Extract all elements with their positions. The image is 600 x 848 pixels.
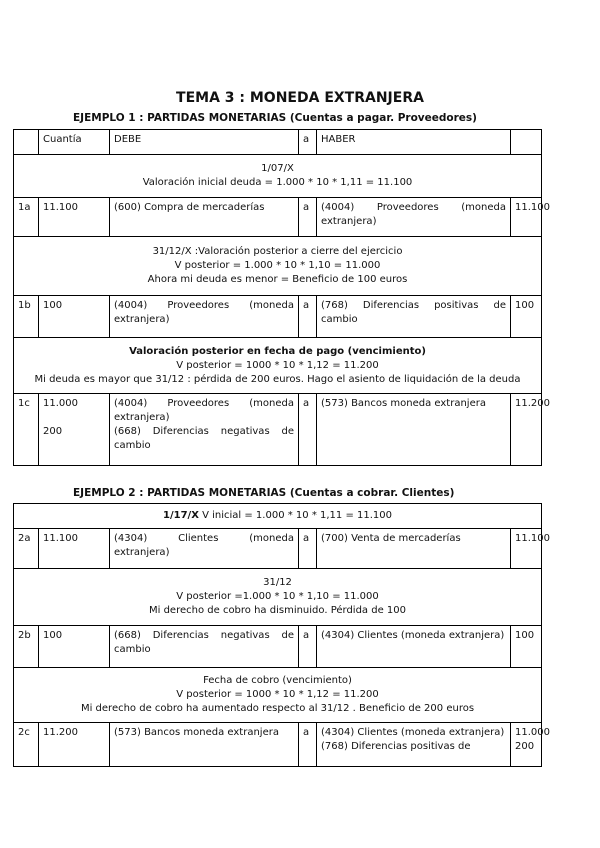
row-amount: 11.100 — [511, 529, 542, 569]
row-debe: (573) Bancos moneda extranjera — [110, 723, 299, 767]
note-line: Mi derecho de cobro ha aumentado respecto al 31/12 . Beneficio de 200 euros — [80, 703, 475, 714]
debe-line: (668) Diferencias negativas de cambio — [114, 426, 294, 451]
header-haber: HABER — [317, 130, 511, 155]
table-cell — [511, 130, 542, 155]
page-title: TEMA 3 : MONEDA EXTRANJERA — [176, 90, 424, 106]
haber-line: (768) Diferencias positivas de — [321, 741, 471, 752]
note-cell — [14, 338, 542, 394]
row-cuantia — [39, 394, 110, 466]
header-a: a — [299, 130, 317, 155]
row-a: a — [299, 723, 317, 767]
table-cell — [14, 130, 39, 155]
row-amount: 100 — [511, 626, 542, 668]
note-cell — [14, 569, 542, 626]
row-a: a — [299, 529, 317, 569]
row-haber: (768) Diferencias positivas de cambio — [317, 296, 511, 338]
note-row — [14, 504, 542, 529]
note-line: V posterior = 1000 * 10 * 1,12 = 11.200 — [176, 689, 379, 700]
row-id: 2c — [14, 723, 39, 767]
note-line: V posterior =1.000 * 10 * 1,10 = 11.000 — [176, 591, 379, 602]
row-amount: 11.100 — [511, 198, 542, 237]
row-cuantia: 11.100 — [39, 529, 110, 569]
row-debe: (4304) Clientes (moneda extranjera) — [110, 529, 299, 569]
row-haber: (700) Venta de mercaderías — [317, 529, 511, 569]
example-1-heading: EJEMPLO 1 : PARTIDAS MONETARIAS (Cuentas a pagar. Proveedores) — [73, 112, 477, 124]
row-a: a — [299, 394, 317, 466]
row-a: a — [299, 198, 317, 237]
note-cell — [14, 668, 542, 723]
row-cuantia: 11.200 — [39, 723, 110, 767]
row-debe: (668) Diferencias negativas de cambio — [110, 626, 299, 668]
cuantia-value: 200 — [43, 426, 63, 437]
row-cuantia: 100 — [39, 296, 110, 338]
note-cell — [14, 504, 542, 529]
row-debe: (600) Compra de mercaderías — [110, 198, 299, 237]
amount-value: 200 — [515, 741, 535, 752]
journal-row — [14, 394, 542, 466]
note-line: Ahora mi deuda es menor = Beneficio de 100 euros — [147, 274, 408, 285]
row-haber: (4004) Proveedores (moneda extranjera) — [317, 198, 511, 237]
example-2-heading: EJEMPLO 2 : PARTIDAS MONETARIAS (Cuentas a cobrar. Clientes) — [73, 487, 455, 499]
journal-row — [14, 296, 542, 338]
note-line: 31/12 — [263, 577, 292, 588]
row-id: 1a — [14, 198, 39, 237]
note-row — [14, 237, 542, 296]
note-line: V posterior = 1000 * 10 * 1,12 = 11.200 — [176, 359, 379, 371]
row-a: a — [299, 626, 317, 668]
note-line: Mi derecho de cobro ha disminuido. Pérdida de 100 — [149, 605, 407, 616]
row-debe: (4004) Proveedores (moneda extranjera) — [110, 296, 299, 338]
note-line: V inicial = 1.000 * 10 * 1,11 = 11.100 — [198, 510, 392, 521]
note-line: 31/12/X :Valoración posterior a cierre del ejercicio — [152, 246, 403, 257]
note-line: Fecha de cobro (vencimiento) — [203, 675, 352, 686]
haber-line: (4304) Clientes (moneda extranjera) — [321, 727, 505, 738]
example-1-table — [13, 129, 550, 466]
row-id: 2a — [14, 529, 39, 569]
row-amount — [511, 723, 550, 767]
row-amount: 11.200 — [511, 394, 542, 466]
cuantia-value: 11.000 — [43, 398, 78, 409]
row-debe — [110, 394, 299, 466]
debe-line: (4004) Proveedores (moneda extranjera) — [114, 398, 294, 423]
note-date: 1/17/X — [163, 510, 199, 521]
journal-row — [14, 723, 542, 767]
row-haber: (4304) Clientes (moneda extranjera) — [317, 626, 511, 668]
row-cuantia: 11.100 — [39, 198, 110, 237]
row-a: a — [299, 296, 317, 338]
header-cuantia: Cuantía — [39, 130, 110, 155]
journal-row — [14, 529, 542, 569]
note-row — [14, 569, 542, 626]
table-header-row — [14, 130, 542, 155]
note-line: V posterior = 1.000 * 10 * 1,10 = 11.000 — [174, 260, 381, 271]
note-line: 1/07/X — [261, 163, 294, 174]
row-id: 1c — [14, 394, 39, 466]
note-row — [14, 338, 542, 394]
journal-row — [14, 626, 542, 668]
row-id: 2b — [14, 626, 39, 668]
journal-row — [14, 198, 542, 237]
row-id: 1b — [14, 296, 39, 338]
note-row — [14, 155, 542, 198]
note-cell — [14, 155, 542, 198]
example-2-table — [13, 503, 550, 767]
note-cell — [14, 237, 542, 296]
note-line: Valoración posterior en fecha de pago (vencimiento) — [129, 345, 426, 357]
note-row — [14, 668, 542, 723]
row-cuantia: 100 — [39, 626, 110, 668]
row-haber — [317, 723, 511, 767]
amount-value: 11.000 — [515, 727, 550, 738]
row-haber: (573) Bancos moneda extranjera — [317, 394, 511, 466]
row-amount: 100 — [511, 296, 542, 338]
header-debe: DEBE — [110, 130, 299, 155]
note-line: Mi deuda es mayor que 31/12 : pérdida de 200 euros. Hago el asiento de liquidación de la deuda — [34, 373, 521, 385]
note-line: Valoración inicial deuda = 1.000 * 10 * 1,11 = 11.100 — [142, 177, 413, 188]
